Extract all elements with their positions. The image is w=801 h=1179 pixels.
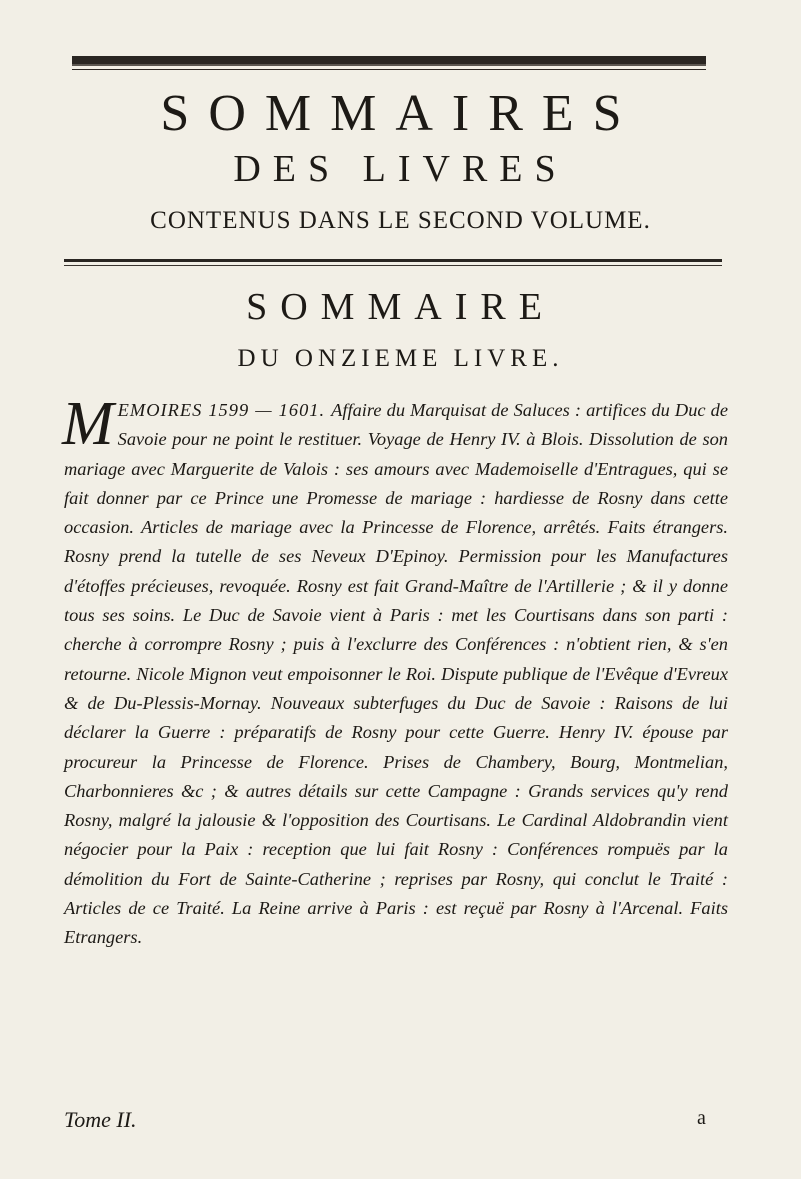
drop-cap: M [62, 390, 114, 458]
main-subtitle: CONTENUS DANS LE SECOND VOLUME. [150, 207, 651, 234]
summary-paragraph [62, 390, 729, 953]
section-divider-rule [64, 259, 722, 262]
main-title: SOMMAIRES [160, 85, 641, 142]
summary-text: Affaire du Marquisat de Saluces : artifices du Duc de Savoie pour ne point le restituer. Voyage de Henry IV. à Blois. Dissolution de son mariage avec Marguerite de Valois : ses amours avec Mademoiselle d'Entragues, qui se fait donner par ce Prince une Promesse de mariage : hardiesse de Rosny dans cette occasion. Articles de mariage avec la Princesse de Florence, arrêtés. Faits étrangers. Rosny prend la tutelle de ses Neveux D'Epinoy. Permission pour les Manufactures d'étoffes précieuses, revoquée. Rosny est fait Grand-Maître de l'Artillerie ; & il y donne tous ses soins. Le Duc de Savoie vient à Paris : met les Courtisans dans son parti : cherche à corrompre Rosny ; puis à l'exclurre des Conférences : n'obtient rien, & s'en retourne. Nicole Mignon veut empoisonner le Roi. Dispute publique de l'Evêque d'Evreux & de Du-Plessis-Mornay. Nouveaux subterfuges du Duc de Savoie : Raisons de lui déclarer la Guerre : préparatifs de Rosny pour cette Guerre. Henry IV. épouse par procureur la Princesse de Florence. Prises de Chambery, Bourg, Montmelian, Charbonnieres &c ; & autres détails sur cette Campagne : Grands services qu'y rend Rosny, malgré la jalousie & l'opposition des Courtisans. Le Cardinal Aldobrandin vient négocier pour la Paix : reception que lui fait Rosny : Conférences rompuës par la démolition du Fort de Sainte-Catherine ; reprises par Rosny, qui conclut le Traité : Articles de ce Traité. La Reine arrive à Paris : est reçuë par Rosny à l'Arcenal. Faits Etrangers. [64, 400, 729, 948]
volume-label: Tome II. [64, 1107, 137, 1132]
main-title-line-2: DES LIVRES [233, 148, 568, 190]
lead-in: EMOIRES 1599 — 1601. [117, 400, 332, 420]
section-title: SOMMAIRE [246, 286, 555, 328]
signature-mark: a [697, 1107, 706, 1129]
section-subtitle: DU ONZIEME LIVRE. [237, 345, 564, 372]
top-ornamental-rule [72, 56, 706, 66]
